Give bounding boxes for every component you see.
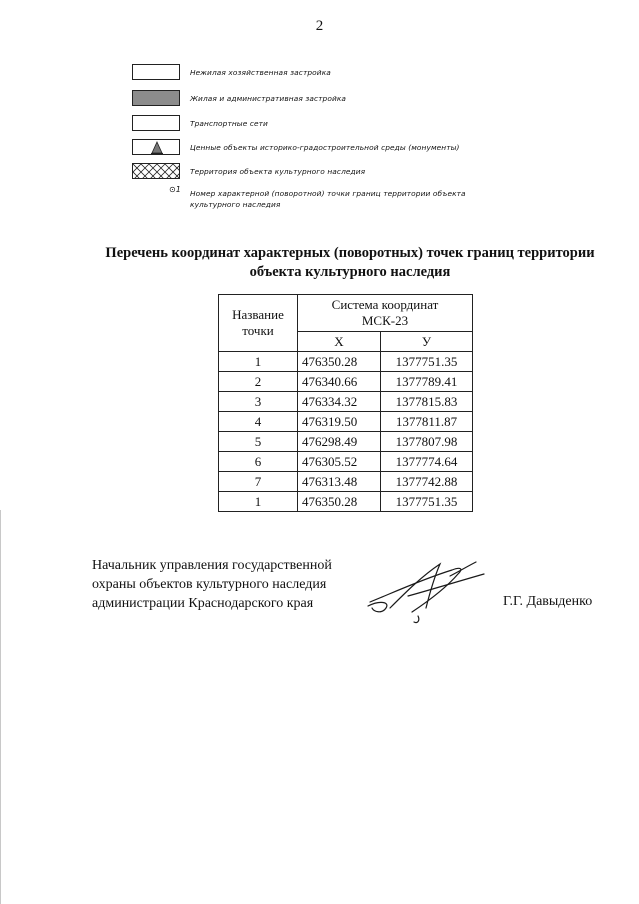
legend-item-monuments — [132, 138, 460, 156]
table-row — [219, 352, 473, 372]
cell-y: 1377815.83 — [381, 392, 473, 412]
cell-point: 4 — [219, 412, 298, 432]
table-row — [219, 472, 473, 492]
page-number: 2 — [315, 18, 324, 34]
point-number-icon: ⊙1 — [169, 185, 181, 194]
legend-swatch-hatch — [132, 163, 180, 179]
scan-margin-line — [0, 510, 1, 904]
cell-point: 5 — [219, 432, 298, 452]
legend-label: Территория объекта культурного наследия — [190, 166, 366, 176]
legend-swatch-monument — [132, 139, 180, 155]
title-line: Перечень координат характерных (поворотных) точек границ территории — [105, 245, 595, 261]
legend-label: Жилая и административная застройка — [190, 93, 347, 103]
position-line: администрации Краснодарского края — [92, 596, 314, 611]
header-label: Название точки — [232, 307, 284, 338]
cell-point: 1 — [219, 352, 298, 372]
document-title — [60, 244, 639, 282]
handwritten-signature — [360, 556, 490, 631]
cell-point: 6 — [219, 452, 298, 472]
legend-label: Ценные объекты историко-градостроительной среды (монументы) — [190, 142, 460, 152]
header-label: Система координат — [331, 297, 439, 312]
header-x: X — [298, 332, 381, 352]
cell-x: 476350.28 — [298, 492, 381, 512]
legend-item-residential — [132, 89, 347, 107]
cell-point: 3 — [219, 392, 298, 412]
cell-y: 1377774.64 — [381, 452, 473, 472]
legend-item-heritage-territory — [132, 162, 366, 180]
cell-x: 476305.52 — [298, 452, 381, 472]
coordinates-table — [218, 294, 473, 512]
signer-name: Г.Г. Давыденко — [503, 594, 593, 609]
cell-point: 7 — [219, 472, 298, 492]
legend-item-transport — [132, 114, 268, 132]
table-row — [219, 392, 473, 412]
cell-y: 1377811.87 — [381, 412, 473, 432]
table-row — [219, 432, 473, 452]
legend-label: Транспортные сети — [190, 118, 268, 128]
cell-x: 476334.32 — [298, 392, 381, 412]
cell-y: 1377751.35 — [381, 492, 473, 512]
table-row — [219, 372, 473, 392]
legend-swatch-white — [132, 115, 180, 131]
cell-y: 1377807.98 — [381, 432, 473, 452]
cell-x: 476313.48 — [298, 472, 381, 492]
header-y: У — [381, 332, 473, 352]
signatory-position — [92, 556, 382, 613]
cell-y: 1377742.88 — [381, 472, 473, 492]
crosshatch-icon — [133, 164, 180, 179]
legend-item-nonresidential — [132, 63, 331, 81]
cell-y: 1377789.41 — [381, 372, 473, 392]
legend-label: Нежилая хозяйственная застройка — [190, 67, 331, 77]
position-line: Начальник управления государственной — [92, 558, 332, 573]
title-line: объекта культурного наследия — [249, 264, 451, 280]
table-row — [219, 412, 473, 432]
cell-x: 476350.28 — [298, 352, 381, 372]
monument-icon — [133, 140, 180, 155]
table-row — [219, 492, 473, 512]
cell-x: 476340.66 — [298, 372, 381, 392]
header-point-name — [219, 295, 298, 352]
legend-swatch-white — [132, 64, 180, 80]
legend-swatch-gray — [132, 90, 180, 106]
cell-x: 476319.50 — [298, 412, 381, 432]
position-line: охраны объектов культурного наследия — [92, 577, 327, 592]
legend-label: Номер характерной (поворотной) точки границ территории объекта культурного наследия — [190, 189, 466, 209]
header-label: МСК-23 — [361, 313, 409, 328]
table-row — [219, 452, 473, 472]
cell-point: 1 — [219, 492, 298, 512]
cell-point: 2 — [219, 372, 298, 392]
cell-y: 1377751.35 — [381, 352, 473, 372]
header-coordinate-system — [298, 295, 473, 332]
cell-x: 476298.49 — [298, 432, 381, 452]
